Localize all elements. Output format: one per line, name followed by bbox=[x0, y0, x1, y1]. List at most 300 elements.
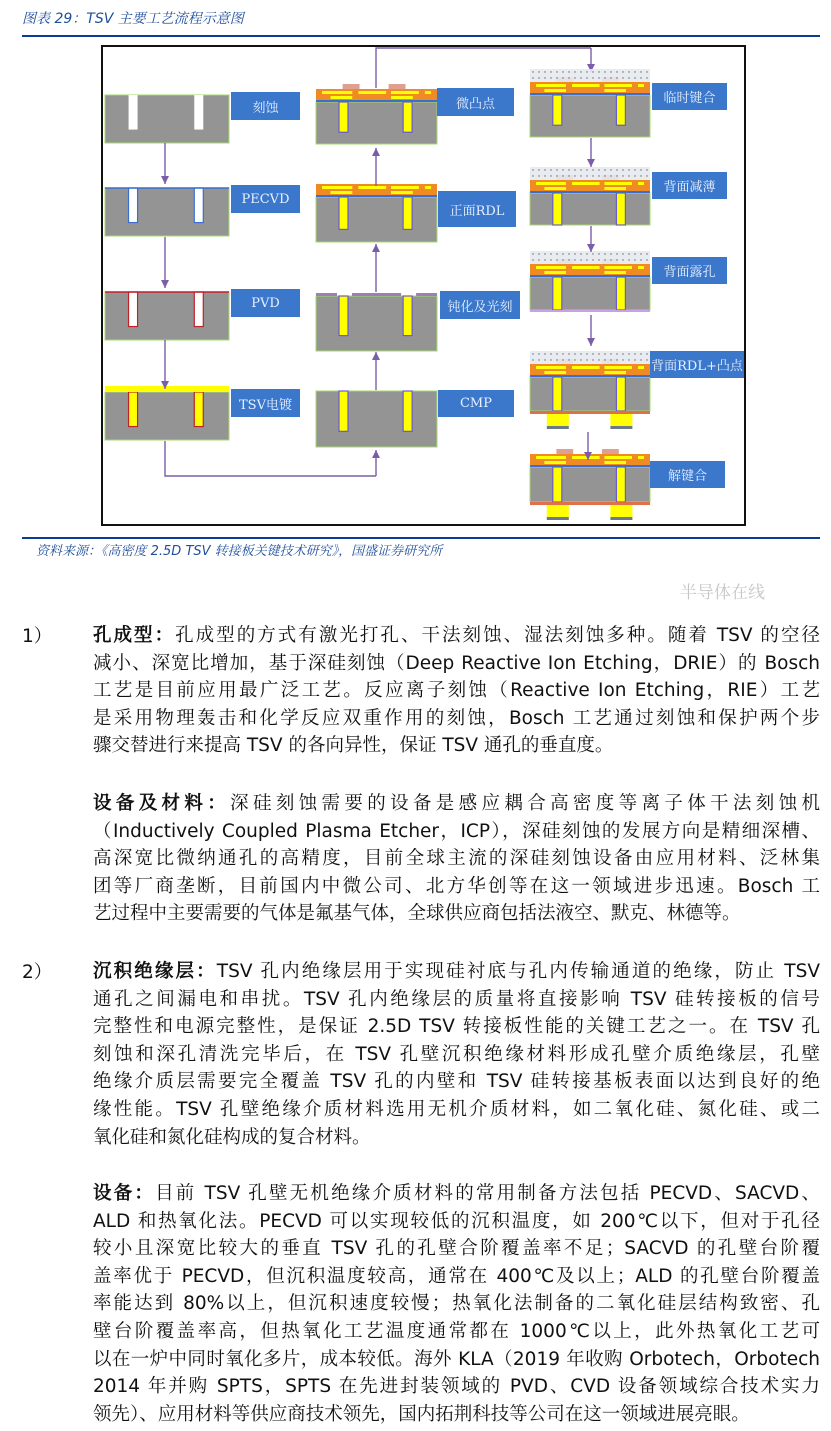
arrow-head bbox=[587, 338, 595, 346]
watermark: 半导体在线 bbox=[680, 583, 765, 603]
arrow-head bbox=[587, 244, 595, 252]
carrier-dot bbox=[580, 169, 581, 170]
step-label-left: PECVD bbox=[231, 185, 300, 213]
paragraph-line bbox=[93, 1180, 820, 1208]
carrier-dot bbox=[640, 359, 641, 360]
carrier-dot bbox=[628, 259, 629, 260]
backside-rdl bbox=[530, 411, 650, 414]
step-label-right: 临时键合 bbox=[652, 83, 727, 110]
silicon-wafer bbox=[316, 296, 437, 351]
carrier-dot bbox=[646, 359, 647, 360]
tsv-via bbox=[553, 467, 562, 502]
arrow-head bbox=[372, 244, 380, 252]
rdl-trace bbox=[391, 191, 413, 194]
step-label-middle: 正面RDL bbox=[438, 191, 516, 227]
dielectric-line bbox=[530, 465, 650, 467]
carrier-dot bbox=[592, 353, 593, 354]
backside-passivation bbox=[530, 310, 650, 312]
carrier-dot bbox=[586, 353, 587, 354]
step-label-right: 背面RDL+凸点 bbox=[650, 351, 744, 378]
backside-bump bbox=[547, 414, 569, 426]
carrier-dot bbox=[586, 259, 587, 260]
rdl-trace bbox=[572, 266, 600, 269]
carrier-dot bbox=[532, 175, 533, 176]
backside-rdl bbox=[530, 502, 650, 505]
carrier-dot bbox=[538, 71, 539, 72]
step-label-left: TSV电镀 bbox=[231, 389, 300, 417]
carrier-dot bbox=[616, 71, 617, 72]
step-label-left: 刻蚀 bbox=[231, 92, 300, 120]
step-label-middle: CMP bbox=[438, 390, 514, 417]
carrier-dot bbox=[532, 253, 533, 254]
carrier-dot bbox=[616, 77, 617, 78]
paragraph-line: 绝缘介质层需要完全覆盖 TSV 孔的内壁和 TSV 硅转接基板表面以达到良好的绝 bbox=[93, 1071, 820, 1093]
carrier-dot bbox=[550, 353, 551, 354]
tsv-via bbox=[553, 95, 562, 125]
carrier-dot bbox=[634, 253, 635, 254]
carrier-dot bbox=[550, 71, 551, 72]
paragraph-line: 率能达到 80%以上，但沉积速度较慢；热氧化法制备的二氧化硅层结构致密、孔 bbox=[93, 1293, 820, 1315]
carrier-dot bbox=[604, 77, 605, 78]
carrier-dot bbox=[550, 169, 551, 170]
paragraph-line: 领先）、应用材料等供应商技术领先，国内拓荆科技等公司在这一领域进展亮眼。 bbox=[93, 1403, 750, 1425]
step-label-right: 解键合 bbox=[650, 461, 725, 488]
line-text: TSV 孔内绝缘层用于实现硅衬底与孔内传输通道的绝缘，防止 TSV bbox=[216, 961, 820, 982]
carrier-dot bbox=[544, 175, 545, 176]
carrier-dot bbox=[550, 253, 551, 254]
rdl-trace bbox=[604, 182, 632, 185]
rdl-trace bbox=[536, 182, 566, 185]
carrier-dot bbox=[568, 71, 569, 72]
passivation-layer bbox=[416, 293, 437, 296]
carrier-dot bbox=[544, 253, 545, 254]
silicon-wafer bbox=[105, 392, 229, 440]
tsv-via bbox=[129, 188, 138, 223]
rdl-trace bbox=[572, 366, 600, 369]
step-label-right: 背面露孔 bbox=[652, 257, 727, 284]
rdl-trace bbox=[638, 182, 644, 185]
backside-bump bbox=[610, 505, 632, 517]
carrier-dot bbox=[634, 259, 635, 260]
paragraph-line: 完整性和电源完整性，是保证 2.5D TSV 转接板性能的关键工艺之一。在 TSV 孔 bbox=[93, 1016, 820, 1038]
rdl-trace bbox=[572, 182, 600, 185]
passivation-layer bbox=[352, 293, 401, 296]
carrier-dot bbox=[580, 259, 581, 260]
carrier-dot bbox=[592, 253, 593, 254]
carrier-dot bbox=[562, 353, 563, 354]
carrier-dot bbox=[538, 259, 539, 260]
carrier-dot bbox=[586, 71, 587, 72]
arrow-head bbox=[372, 352, 380, 360]
dielectric-line bbox=[530, 275, 650, 277]
carrier-dot bbox=[646, 175, 647, 176]
arrow-head bbox=[372, 148, 380, 156]
paragraph bbox=[93, 622, 820, 760]
carrier-dot bbox=[574, 175, 575, 176]
carrier-dot bbox=[598, 259, 599, 260]
carrier-dot bbox=[598, 353, 599, 354]
micro-bump bbox=[389, 84, 406, 89]
carrier-dot bbox=[616, 253, 617, 254]
carrier-dot bbox=[616, 175, 617, 176]
carrier-dot bbox=[604, 259, 605, 260]
tsv-via bbox=[129, 95, 138, 130]
rdl-trace bbox=[425, 186, 431, 189]
carrier-dot bbox=[544, 353, 545, 354]
carrier-dot bbox=[622, 169, 623, 170]
backside-bump bbox=[610, 414, 632, 426]
paragraph-line bbox=[93, 790, 820, 818]
rdl-trace bbox=[331, 191, 353, 194]
rdl-trace bbox=[544, 89, 566, 92]
paragraph-line: 以在一炉中同时氧化多片，成本较低。海外 KLA（2019 年收购 Orbotech，Orbotech bbox=[93, 1348, 820, 1370]
tsv-via bbox=[553, 377, 562, 411]
step-label-right: 背面减薄 bbox=[652, 172, 727, 199]
carrier-dot bbox=[640, 353, 641, 354]
carrier-dot bbox=[598, 175, 599, 176]
paragraph-line: 工艺是目前应用最广泛工艺。反应离子刻蚀（Reactive Ion Etching，RIE）工艺 bbox=[93, 680, 820, 702]
carrier-dot bbox=[586, 359, 587, 360]
silicon-wafer bbox=[316, 102, 437, 144]
tsv-via bbox=[194, 95, 203, 130]
rdl-trace bbox=[638, 456, 644, 459]
paragraph-line: 缘性能。TSV 孔壁绝缘介质材料选用无机介质材料，如二氧化硅、氮化硅、或二 bbox=[93, 1098, 820, 1120]
carrier-dot bbox=[610, 259, 611, 260]
carrier-dot bbox=[574, 253, 575, 254]
paragraph-line: 较小且深宽比较大的垂直 TSV 孔的孔壁合阶覆盖率不足；SACVD 的孔壁台阶覆 bbox=[93, 1238, 820, 1260]
carrier-dot bbox=[532, 71, 533, 72]
carrier-dot bbox=[640, 169, 641, 170]
tsv-via bbox=[553, 193, 562, 225]
rdl-trace bbox=[536, 366, 566, 369]
silicon-wafer bbox=[530, 277, 650, 310]
figure-source: 资料来源：《高密度 2.5D TSV 转接板关键技术研究》，国盛证券研究所 bbox=[36, 544, 443, 559]
carrier-dot bbox=[568, 175, 569, 176]
carrier-dot bbox=[622, 71, 623, 72]
carrier-dot bbox=[556, 259, 557, 260]
rdl-trace bbox=[358, 91, 386, 94]
paragraph-line: ALD 和热氧化法。PECVD 可以实现较低的沉积温度，如 200℃以下，但对于孔径 bbox=[93, 1210, 820, 1232]
paragraph-line: 高深宽比微纳通孔的高精度，目前全球主流的深硅刻蚀设备由应用材料、泛林集 bbox=[93, 848, 820, 870]
rdl-trace bbox=[322, 186, 352, 189]
tsv-via bbox=[339, 102, 348, 132]
carrier-dot bbox=[574, 169, 575, 170]
carrier-dot bbox=[628, 71, 629, 72]
carrier-dot bbox=[598, 253, 599, 254]
carrier-dot bbox=[634, 169, 635, 170]
carrier-dot bbox=[646, 259, 647, 260]
paragraph-title: 孔成型： bbox=[93, 625, 176, 646]
carrier-dot bbox=[628, 359, 629, 360]
carrier-dot bbox=[556, 77, 557, 78]
tsv-via bbox=[129, 392, 138, 427]
carrier-dot bbox=[646, 169, 647, 170]
carrier-dot bbox=[556, 169, 557, 170]
carrier-dot bbox=[532, 259, 533, 260]
bump-base bbox=[547, 517, 569, 520]
plating-layer bbox=[105, 386, 229, 392]
carrier-dot bbox=[622, 77, 623, 78]
carrier-dot bbox=[610, 71, 611, 72]
carrier-dot bbox=[634, 71, 635, 72]
rdl-trace bbox=[358, 186, 386, 189]
temporary-carrier bbox=[530, 167, 650, 180]
rdl-trace bbox=[536, 456, 566, 459]
step-label-middle: 微凸点 bbox=[437, 88, 514, 116]
line-text: 目前 TSV 孔壁无机绝缘介质材料的常用制备方法包括 PECVD、SACVD、 bbox=[155, 1183, 820, 1204]
tsv-via bbox=[616, 193, 625, 225]
carrier-dot bbox=[562, 253, 563, 254]
carrier-dot bbox=[640, 175, 641, 176]
carrier-dot bbox=[538, 359, 539, 360]
carrier-dot bbox=[550, 77, 551, 78]
rdl-trace bbox=[544, 371, 566, 374]
carrier-dot bbox=[592, 77, 593, 78]
carrier-dot bbox=[544, 359, 545, 360]
carrier-dot bbox=[622, 353, 623, 354]
silicon-wafer bbox=[316, 391, 437, 447]
carrier-dot bbox=[610, 353, 611, 354]
tsv-via bbox=[403, 296, 412, 336]
carrier-dot bbox=[598, 77, 599, 78]
carrier-dot bbox=[574, 71, 575, 72]
temporary-carrier bbox=[530, 351, 650, 364]
carrier-dot bbox=[616, 169, 617, 170]
tsv-via bbox=[339, 391, 348, 431]
rdl-trace bbox=[604, 89, 626, 92]
carrier-dot bbox=[568, 253, 569, 254]
tsv-via bbox=[403, 391, 412, 431]
list-number: 2） bbox=[22, 962, 53, 983]
rdl-trace bbox=[572, 456, 600, 459]
carrier-dot bbox=[544, 259, 545, 260]
silicon-wafer bbox=[105, 292, 229, 340]
carrier-dot bbox=[538, 253, 539, 254]
rdl-trace bbox=[536, 266, 566, 269]
carrier-dot bbox=[610, 359, 611, 360]
tsv-via bbox=[553, 277, 562, 310]
tsv-via bbox=[129, 292, 138, 327]
carrier-dot bbox=[634, 77, 635, 78]
rdl-trace bbox=[425, 91, 431, 94]
tsv-via bbox=[194, 292, 203, 327]
silicon-wafer bbox=[316, 197, 437, 242]
bump-base bbox=[610, 426, 632, 429]
dielectric-line bbox=[530, 93, 650, 95]
carrier-dot bbox=[544, 77, 545, 78]
carrier-dot bbox=[604, 71, 605, 72]
micro-bump bbox=[602, 449, 619, 454]
carrier-dot bbox=[562, 71, 563, 72]
arrow-head bbox=[587, 159, 595, 167]
paragraph bbox=[93, 1180, 820, 1428]
carrier-dot bbox=[580, 359, 581, 360]
rdl-trace bbox=[638, 84, 644, 87]
dielectric-line bbox=[316, 100, 437, 102]
carrier-dot bbox=[646, 77, 647, 78]
carrier-dot bbox=[640, 253, 641, 254]
carrier-dot bbox=[640, 77, 641, 78]
carrier-dot bbox=[556, 175, 557, 176]
arrow-head bbox=[161, 176, 169, 184]
carrier-dot bbox=[592, 175, 593, 176]
rdl-trace bbox=[604, 187, 626, 190]
paragraph-line: 壁台阶覆盖率高，但热氧化工艺温度通常都在 1000℃以上，此外热氧化工艺可 bbox=[93, 1320, 820, 1342]
bump-base bbox=[610, 517, 632, 520]
micro-bump bbox=[343, 84, 360, 89]
silicon-wafer bbox=[530, 95, 650, 137]
carrier-dot bbox=[574, 353, 575, 354]
list-number: 1） bbox=[22, 626, 53, 647]
carrier-dot bbox=[610, 253, 611, 254]
carrier-dot bbox=[544, 169, 545, 170]
backside-bump bbox=[547, 505, 569, 517]
carrier-dot bbox=[556, 253, 557, 254]
carrier-dot bbox=[586, 175, 587, 176]
carrier-dot bbox=[592, 359, 593, 360]
carrier-dot bbox=[544, 71, 545, 72]
arrow-head bbox=[372, 450, 380, 458]
rdl-trace bbox=[391, 91, 419, 94]
rdl-trace bbox=[322, 91, 352, 94]
step-label-middle: 钝化及光刻 bbox=[440, 291, 520, 319]
dielectric-line bbox=[530, 191, 650, 193]
line-text: 孔成型的方式有激光打孔、干法刻蚀、湿法刻蚀多种。随着 TSV 的空径 bbox=[175, 625, 820, 646]
paragraph bbox=[93, 958, 820, 1151]
paragraph-line: 艺过程中主要需要的气体是氟基气体，全球供应商包括法液空、默克、林德等。 bbox=[93, 903, 741, 925]
temporary-carrier bbox=[530, 251, 650, 264]
paragraph-title: 沉积绝缘层： bbox=[93, 961, 217, 982]
carrier-dot bbox=[580, 353, 581, 354]
carrier-dot bbox=[568, 169, 569, 170]
carrier-dot bbox=[568, 77, 569, 78]
paragraph bbox=[93, 790, 820, 928]
carrier-dot bbox=[550, 259, 551, 260]
carrier-dot bbox=[646, 71, 647, 72]
carrier-dot bbox=[532, 359, 533, 360]
carrier-dot bbox=[622, 175, 623, 176]
paragraph-title: 设备： bbox=[93, 1183, 156, 1204]
carrier-dot bbox=[598, 169, 599, 170]
rdl-trace bbox=[572, 84, 600, 87]
carrier-dot bbox=[538, 169, 539, 170]
tsv-via bbox=[616, 95, 625, 125]
carrier-dot bbox=[562, 175, 563, 176]
silicon-wafer bbox=[105, 188, 229, 236]
carrier-dot bbox=[556, 71, 557, 72]
step-label-left: PVD bbox=[231, 289, 300, 317]
rdl-trace bbox=[638, 366, 644, 369]
carrier-dot bbox=[550, 175, 551, 176]
carrier-dot bbox=[580, 77, 581, 78]
arrow-head bbox=[161, 280, 169, 288]
rdl-trace bbox=[638, 266, 644, 269]
silicon-wafer bbox=[105, 95, 229, 143]
carrier-dot bbox=[568, 259, 569, 260]
paragraph-title: 设备及材料： bbox=[93, 793, 231, 814]
silicon-wafer bbox=[530, 193, 650, 225]
tsv-via bbox=[616, 467, 625, 502]
carrier-dot bbox=[616, 353, 617, 354]
rdl-trace bbox=[544, 187, 566, 190]
paragraph-line: （Inductively Coupled Plasma Etcher，ICP），深硅刻蚀的发展方向是精细深槽、 bbox=[93, 820, 820, 842]
carrier-dot bbox=[556, 353, 557, 354]
rdl-trace bbox=[391, 96, 413, 99]
silicon-wafer bbox=[530, 377, 650, 411]
carrier-dot bbox=[628, 253, 629, 254]
carrier-dot bbox=[604, 175, 605, 176]
carrier-dot bbox=[550, 359, 551, 360]
carrier-dot bbox=[562, 259, 563, 260]
carrier-dot bbox=[538, 175, 539, 176]
dielectric-line bbox=[316, 195, 437, 197]
carrier-dot bbox=[610, 175, 611, 176]
rdl-trace bbox=[604, 84, 632, 87]
carrier-dot bbox=[628, 77, 629, 78]
paragraph-line: 是采用物理轰击和化学反应双重作用的刻蚀，Bosch 工艺通过刻蚀和保护两个步 bbox=[93, 707, 820, 729]
carrier-dot bbox=[574, 77, 575, 78]
carrier-dot bbox=[616, 359, 617, 360]
paragraph-line: 2014 年并购 SPTS，SPTS 在先进封装领域的 PVD、CVD 设备领域综合技术实力 bbox=[93, 1376, 820, 1398]
carrier-dot bbox=[622, 259, 623, 260]
carrier-dot bbox=[598, 71, 599, 72]
carrier-dot bbox=[586, 169, 587, 170]
carrier-dot bbox=[532, 353, 533, 354]
tsv-via bbox=[403, 197, 412, 229]
rdl-trace bbox=[604, 371, 626, 374]
carrier-dot bbox=[616, 259, 617, 260]
carrier-dot bbox=[598, 359, 599, 360]
carrier-dot bbox=[634, 359, 635, 360]
paragraph-line: 减小、深宽比增加，基于深硅刻蚀（Deep Reactive Ion Etching，DRIE）的 Bosch bbox=[93, 652, 820, 674]
tsv-via bbox=[194, 392, 203, 427]
carrier-dot bbox=[592, 169, 593, 170]
carrier-dot bbox=[562, 77, 563, 78]
rdl-trace bbox=[391, 186, 419, 189]
carrier-dot bbox=[610, 169, 611, 170]
paragraph-line: 氧化硅和氮化硅构成的复合材料。 bbox=[93, 1126, 371, 1148]
rdl-trace bbox=[604, 461, 626, 464]
carrier-dot bbox=[532, 169, 533, 170]
tsv-via bbox=[339, 296, 348, 336]
bump-base bbox=[547, 426, 569, 429]
paragraph-line: 盖率优于 PECVD，但沉积温度较高，通常在 400℃及以上；ALD 的孔壁台阶覆盖 bbox=[93, 1265, 820, 1287]
paragraph-line bbox=[93, 622, 820, 650]
rdl-trace bbox=[604, 366, 632, 369]
tsv-via bbox=[339, 197, 348, 229]
carrier-dot bbox=[622, 359, 623, 360]
tsv-via bbox=[403, 102, 412, 132]
carrier-dot bbox=[646, 253, 647, 254]
carrier-dot bbox=[562, 169, 563, 170]
carrier-dot bbox=[568, 359, 569, 360]
carrier-dot bbox=[640, 71, 641, 72]
carrier-dot bbox=[592, 71, 593, 72]
rdl-trace bbox=[604, 271, 626, 274]
temporary-carrier bbox=[530, 69, 650, 82]
tsv-via bbox=[194, 188, 203, 223]
carrier-dot bbox=[538, 353, 539, 354]
carrier-dot bbox=[538, 77, 539, 78]
paragraph-line: 刻蚀和深孔清洗完毕后，在 TSV 孔壁沉积绝缘材料形成孔壁介质绝缘层，孔壁 bbox=[93, 1043, 820, 1065]
passivation-layer bbox=[316, 293, 337, 296]
silicon-wafer bbox=[530, 467, 650, 502]
micro-bump bbox=[556, 449, 573, 454]
line-text: 深硅刻蚀需要的设备是感应耦合高密度等离子体干法刻蚀机 bbox=[230, 793, 820, 814]
carrier-dot bbox=[562, 359, 563, 360]
carrier-dot bbox=[604, 359, 605, 360]
carrier-dot bbox=[586, 77, 587, 78]
